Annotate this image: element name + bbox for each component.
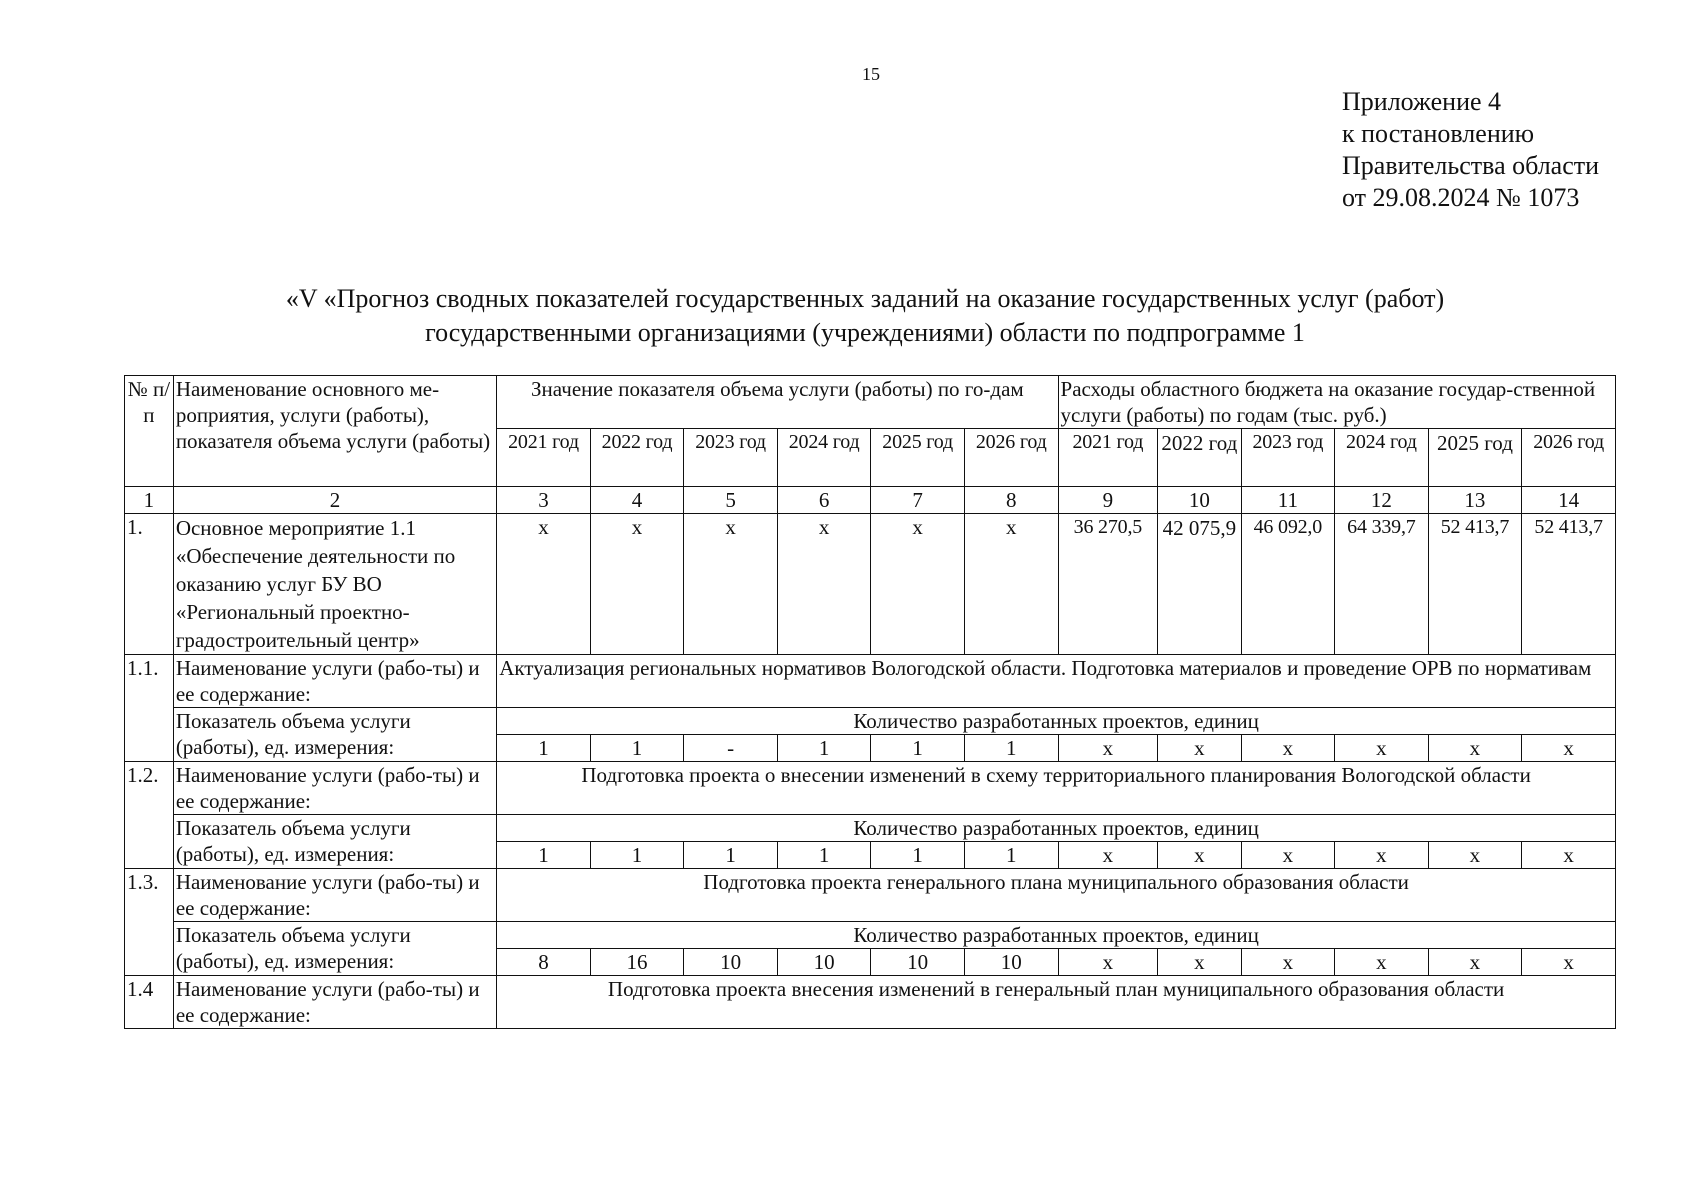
indicator-value: х xyxy=(1241,842,1335,869)
indicator-value: х xyxy=(1058,842,1158,869)
column-number: 2 xyxy=(173,487,496,514)
indicator-value: х xyxy=(1058,949,1158,976)
activity-row xyxy=(125,514,1616,655)
row-num: 1.2. xyxy=(125,762,174,869)
row-num: 1.3. xyxy=(125,869,174,976)
column-number: 6 xyxy=(777,487,871,514)
indicator-value: - xyxy=(684,735,778,762)
service-text: Подготовка проекта о внесении изменений в схему территориального планирования Вологодской области xyxy=(497,762,1616,815)
indicator-value: 1 xyxy=(684,842,778,869)
indicator-row xyxy=(125,815,1616,842)
indicator-row xyxy=(125,708,1616,735)
service-row xyxy=(125,869,1616,922)
indicator-value: 1 xyxy=(497,735,591,762)
column-numbers-row xyxy=(125,487,1616,514)
indicator-value: 10 xyxy=(964,949,1058,976)
column-number: 13 xyxy=(1428,487,1522,514)
expense-value: 64 339,7 xyxy=(1335,514,1429,655)
volume-value: х xyxy=(964,514,1058,655)
header-num: № п/п xyxy=(125,376,174,487)
header-volume-year: 2022 год xyxy=(590,429,684,487)
indicator-value: 10 xyxy=(777,949,871,976)
service-row xyxy=(125,762,1616,815)
indicator-value: х xyxy=(1241,735,1335,762)
document-title xyxy=(120,282,1610,350)
service-text: Подготовка проекта генерального плана муниципального образования области xyxy=(497,869,1616,922)
indicator-value: х xyxy=(1428,949,1522,976)
indicator-row xyxy=(125,922,1616,949)
indicator-value: х xyxy=(1428,842,1522,869)
header-expense-year: 2024 год xyxy=(1335,429,1429,487)
indicator-value: х xyxy=(1522,842,1616,869)
expense-value: 46 092,0 xyxy=(1241,514,1335,655)
appendix-line: Правительства области xyxy=(1342,151,1600,180)
header-volume-year: 2025 год xyxy=(871,429,965,487)
indicator-label: Показатель объема услуги (работы), ед. измерения: xyxy=(173,922,496,976)
indicator-value: х xyxy=(1158,735,1241,762)
service-label: Наименование услуги (рабо-ты) и ее содержание: xyxy=(173,869,496,922)
title-line: «V «Прогноз сводных показателей государственных заданий на оказание государственных услуг (работ) xyxy=(285,284,1445,313)
indicator-label: Показатель объема услуги (работы), ед. измерения: xyxy=(173,815,496,869)
header-expense-group: Расходы областного бюджета на оказание государ-ственной услуги (работы) по годам (тыс. руб.) xyxy=(1058,376,1615,429)
header-volume-year: 2023 год xyxy=(684,429,778,487)
row-num: 1.4 xyxy=(125,976,174,1029)
volume-value: х xyxy=(777,514,871,655)
indicator-text: Количество разработанных проектов, единиц xyxy=(497,815,1616,842)
header-volume-year: 2021 год xyxy=(497,429,591,487)
column-number: 14 xyxy=(1522,487,1616,514)
expense-value: 42 075,9 xyxy=(1158,514,1241,655)
header-expense-year: 2026 год xyxy=(1522,429,1616,487)
service-text: Подготовка проекта внесения изменений в генеральный план муниципального образования области xyxy=(497,976,1616,1029)
column-number: 11 xyxy=(1241,487,1335,514)
column-number: 9 xyxy=(1058,487,1158,514)
indicator-value: х xyxy=(1522,735,1616,762)
column-number: 1 xyxy=(125,487,174,514)
indicator-value: х xyxy=(1428,735,1522,762)
activity-name: Основное мероприятие 1.1 «Обеспечение деятельности по оказанию услуг БУ ВО «Региональный проектно-градостроительный центр» xyxy=(173,514,496,655)
service-label: Наименование услуги (рабо-ты) и ее содержание: xyxy=(173,655,496,708)
column-number: 12 xyxy=(1335,487,1429,514)
forecast-table xyxy=(124,375,1616,1029)
indicator-value: 1 xyxy=(964,842,1058,869)
indicator-value: 1 xyxy=(590,735,684,762)
indicator-text: Количество разработанных проектов, единиц xyxy=(497,922,1616,949)
header-expense-year: 2021 год xyxy=(1058,429,1158,487)
appendix-line: к постановлению xyxy=(1342,119,1535,148)
expense-value: 52 413,7 xyxy=(1522,514,1616,655)
header-volume-year: 2026 год xyxy=(964,429,1058,487)
volume-value: х xyxy=(497,514,591,655)
appendix-line: Приложение 4 xyxy=(1342,87,1502,116)
appendix-block xyxy=(1342,86,1599,214)
appendix-line: от 29.08.2024 № 1073 xyxy=(1342,183,1580,212)
indicator-value: 1 xyxy=(871,842,965,869)
header-row xyxy=(125,376,1616,429)
indicator-value: х xyxy=(1158,949,1241,976)
column-number: 8 xyxy=(964,487,1058,514)
row-num: 1. xyxy=(125,514,174,655)
column-number: 4 xyxy=(590,487,684,514)
indicator-value: х xyxy=(1335,735,1429,762)
indicator-value: 10 xyxy=(871,949,965,976)
expense-value: 52 413,7 xyxy=(1428,514,1522,655)
indicator-value: 1 xyxy=(590,842,684,869)
volume-value: х xyxy=(871,514,965,655)
indicator-value: 8 xyxy=(497,949,591,976)
indicator-value: 16 xyxy=(590,949,684,976)
column-number: 10 xyxy=(1158,487,1241,514)
indicator-text: Количество разработанных проектов, единиц xyxy=(497,708,1616,735)
service-row xyxy=(125,655,1616,708)
indicator-value: х xyxy=(1158,842,1241,869)
page-number: 15 xyxy=(862,64,880,84)
indicator-value: х xyxy=(1058,735,1158,762)
indicator-value: х xyxy=(1335,949,1429,976)
indicator-label: Показатель объема услуги (работы), ед. измерения: xyxy=(173,708,496,762)
service-text: Актуализация региональных нормативов Вологодской области. Подготовка материалов и проведение ОРВ по нормативам xyxy=(497,655,1616,708)
header-volume-group: Значение показателя объема услуги (работы) по го-дам xyxy=(497,376,1058,429)
service-row xyxy=(125,976,1616,1029)
service-label: Наименование услуги (рабо-ты) и ее содержание: xyxy=(173,976,496,1029)
column-number: 7 xyxy=(871,487,965,514)
header-expense-year: 2025 год xyxy=(1428,429,1522,487)
service-label: Наименование услуги (рабо-ты) и ее содержание: xyxy=(173,762,496,815)
title-line: государственными организациями (учреждениями) области по подпрограмме 1 xyxy=(425,318,1305,347)
indicator-value: 1 xyxy=(777,842,871,869)
header-name: Наименование основного ме-роприятия, услуги (работы), показателя объема услуги (работы) xyxy=(173,376,496,487)
row-num: 1.1. xyxy=(125,655,174,762)
indicator-value: 1 xyxy=(777,735,871,762)
header-expense-year: 2023 год xyxy=(1241,429,1335,487)
indicator-value: 1 xyxy=(964,735,1058,762)
volume-value: х xyxy=(684,514,778,655)
volume-value: х xyxy=(590,514,684,655)
indicator-value: 1 xyxy=(497,842,591,869)
header-expense-year: 2022 год xyxy=(1158,429,1241,487)
header-volume-year: 2024 год xyxy=(777,429,871,487)
indicator-value: х xyxy=(1335,842,1429,869)
expense-value: 36 270,5 xyxy=(1058,514,1158,655)
indicator-value: 1 xyxy=(871,735,965,762)
indicator-value: 10 xyxy=(684,949,778,976)
column-number: 3 xyxy=(497,487,591,514)
indicator-value: х xyxy=(1522,949,1616,976)
column-number: 5 xyxy=(684,487,778,514)
indicator-value: х xyxy=(1241,949,1335,976)
